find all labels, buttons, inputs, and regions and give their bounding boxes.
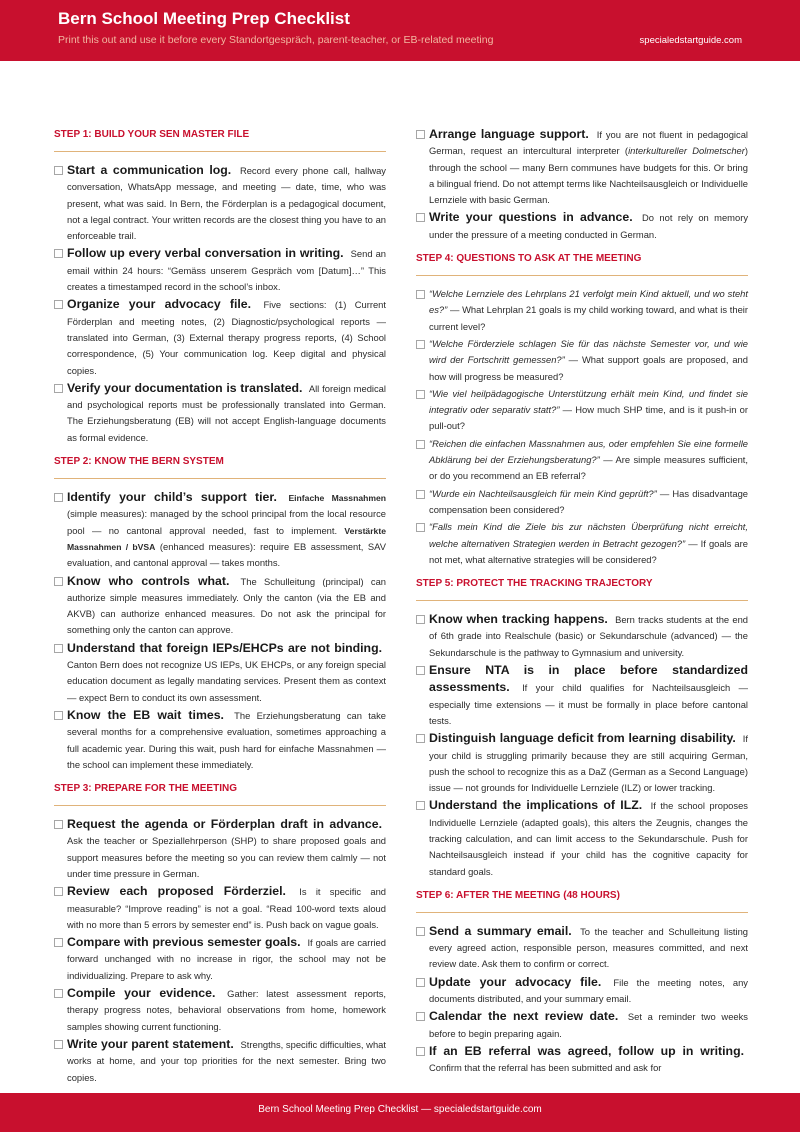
- checkbox[interactable]: [54, 577, 63, 586]
- item-lead: Identify your child’s support tier.: [67, 490, 277, 505]
- checkbox[interactable]: [416, 615, 425, 624]
- step-4-section: [416, 250, 748, 568]
- item-lead: Request the agenda or Förderplan draft in advance.: [67, 817, 382, 832]
- question-english: — If goals are not met, what alternative strategies will be considered?: [429, 537, 748, 565]
- question-item: [416, 386, 748, 435]
- step-1-section: [54, 126, 386, 446]
- checklist-item: [416, 611, 748, 661]
- item-lead: If an EB referral was agreed, follow up in writing.: [429, 1043, 744, 1058]
- item-body: If you are not fluent in pedagogical German, request an intercultural interpreter (: [429, 129, 748, 157]
- checkbox[interactable]: [54, 820, 63, 829]
- question-item: [416, 436, 748, 485]
- checkbox[interactable]: [416, 978, 425, 987]
- item-body: Bern tracks students at the end of 6th grade into Realschule (basic) or Sekundarschule (advanced) — the Sekundarschule is the pathway to Gymnasium and university.: [429, 614, 748, 658]
- checklist-item: [54, 707, 386, 773]
- checklist-item: [54, 934, 386, 984]
- item-body: (enhanced measures): require EB assessment, SAV evaluation, and cantonal approval — takes months.: [67, 540, 386, 569]
- item-body-emphasis: interkultureller Dolmetscher: [628, 145, 745, 157]
- item-lead: Compare with previous semester goals.: [67, 935, 301, 950]
- checkbox[interactable]: [416, 440, 425, 449]
- checkbox[interactable]: [416, 340, 425, 349]
- item-lead: Send a summary email.: [429, 923, 572, 938]
- item-body: Strengths, specific difficulties, what works at home, and your top priorities for the next semester. Bring two copies.: [67, 1038, 386, 1083]
- step-2-section: [54, 453, 386, 773]
- question-german: “Falls mein Kind die Ziele bis zur nächsten Überprüfung nicht erreicht, welche alternativen Strategien werden in Betracht gezogen?”: [429, 521, 748, 549]
- checklist-item: [54, 245, 386, 295]
- item-body: Canton Bern does not recognize US IEPs, UK EHCPs, or any foreign special education document as legally mandating services. Present them as context — expect Bern to conduct its own assessment.: [67, 659, 386, 703]
- checkbox[interactable]: [54, 644, 63, 653]
- checkbox[interactable]: [416, 130, 425, 139]
- item-lead: Know when tracking happens.: [429, 612, 608, 627]
- checkbox[interactable]: [416, 801, 425, 810]
- item-body: File the meeting notes, any documents distributed, and your summary email.: [429, 976, 748, 1005]
- checkbox[interactable]: [416, 1047, 425, 1056]
- checkbox[interactable]: [416, 734, 425, 743]
- page-title: Bern School Meeting Prep Checklist: [58, 9, 350, 28]
- checkbox[interactable]: [54, 384, 63, 393]
- step-title: STEP 1: BUILD YOUR SEN MASTER FILE: [54, 126, 386, 152]
- checkbox[interactable]: [416, 490, 425, 499]
- checkbox[interactable]: [416, 666, 425, 675]
- left-column: [54, 126, 386, 1093]
- item-lead: Write your parent statement.: [67, 1036, 234, 1051]
- checkbox[interactable]: [54, 711, 63, 720]
- item-body: Set a reminder two weeks before to begin preparing again.: [429, 1011, 748, 1039]
- question-german: “Welche Förderziele schlagen Sie für das nächste Semester vor, und wie wird der Fortschritt gemessen?”: [429, 337, 748, 366]
- checklist-item: [416, 974, 748, 1008]
- checklist-item: [416, 1043, 748, 1077]
- item-body: To the teacher and Schulleitung listing every agreed action, responsible person, measures committed, and next review date. Ask them to confirm or correct.: [429, 925, 749, 970]
- page-header: [0, 0, 800, 61]
- item-lead: Know who controls what.: [67, 573, 230, 588]
- item-lead: Verify your documentation is translated.: [67, 380, 303, 395]
- item-lead: Update your advocacy file.: [429, 974, 602, 989]
- question-german: “Wie viel heilpädagogische Unterstützung erhält mein Kind, und findet sie integrativ oder separativ statt?”: [429, 387, 748, 416]
- item-lead: Review each proposed Förderziel.: [67, 884, 286, 899]
- checklist-item: [54, 162, 386, 244]
- item-body: Do not rely on memory under the pressure of a meeting conducted in German.: [429, 212, 749, 240]
- question-english: — Has disadvantage compensation been considered?: [429, 487, 748, 515]
- step-title: STEP 2: KNOW THE BERN SYSTEM: [54, 453, 386, 479]
- step-3-section: [54, 780, 386, 1086]
- checklist-item: [54, 296, 386, 378]
- item-body: If goals are carried forward unchanged with no increase in rigor, the school may not be individualizing. Prepare to ask why.: [67, 937, 386, 981]
- checklist-item: [54, 489, 386, 571]
- step-5-section: [416, 575, 748, 880]
- item-lead: Write your questions in advance.: [429, 210, 633, 225]
- checkbox[interactable]: [54, 938, 63, 947]
- item-body: (simple measures): managed by the school principal from the local resource pool — no cantonal approval needed, fast to implement.: [67, 508, 386, 536]
- question-item: [416, 286, 748, 335]
- item-body: All foreign medical and psychological reports must be professionally translated into German. The Erziehungsberatung (EB) will not accept English-language documents as formal evidence.: [67, 382, 386, 443]
- checklist-item: [54, 816, 386, 882]
- question-german: “Wurde ein Nachteilsausgleich für mein Kind geprüft?”: [429, 487, 657, 499]
- question-english: — Are simple measures sufficient, or do you recommend an EB referral?: [429, 454, 748, 482]
- item-body: Five sections: (1) Current Förderplan and meeting notes, (2) Diagnostic/psychological reports — translated into German, (3) External therapy progress reports, (4) School correspondence, (5) Your communication log. Keep digital and physical copies.: [67, 299, 386, 376]
- item-lead: Understand the implications of ILZ.: [429, 798, 643, 813]
- step-title: STEP 6: AFTER THE MEETING (48 HOURS): [416, 887, 748, 913]
- term-simple-measures: Einfache Massnahmen: [288, 493, 387, 504]
- item-body: Confirm that the referral has been submitted and ask for: [429, 1062, 662, 1074]
- item-body: Ask the teacher or Speziallehrperson (SHP) to share proposed goals and support measures before the meeting so you can review them calmly — not under time pressure in German.: [67, 835, 386, 879]
- term-enhanced-measures: Verstärkte Massnahmen / bVSA: [67, 525, 386, 552]
- step-title: STEP 4: QUESTIONS TO ASK AT THE MEETING: [416, 250, 748, 276]
- checkbox[interactable]: [416, 290, 425, 299]
- checklist-item: [54, 985, 386, 1035]
- site-link[interactable]: specialedstartguide.com: [639, 35, 742, 46]
- checkbox[interactable]: [54, 989, 63, 998]
- footer-text: Bern School Meeting Prep Checklist — specialedstartguide.com: [258, 1104, 542, 1115]
- item-body: Record every phone call, hallway conversation, WhatsApp message, and meeting — date, time, who was present, what was said. In Bern, the Förderplan is a pedagogical document, not a legal contract. Your written records are the closest thing you have to an enforceable trail.: [67, 165, 386, 242]
- question-german: “Welche Lernziele des Lehrplans 21 verfolgt mein Kind aktuell, und wo steht es?”: [429, 288, 748, 316]
- item-body: If the school proposes Individuelle Lernziele (adapted goals), this alters the Zeugnis, changes the tracking calculation, and can limit access to the Sekundarschule. Push for Nachteilsausgleich instead if your child has the cognitive capacity for standard goals.: [429, 800, 748, 877]
- checklist-item: [54, 883, 386, 933]
- question-item: [416, 486, 748, 519]
- question-german: “Reichen die einfachen Massnahmen aus, oder empfehlen Sie eine formelle Abklärung bei der Erziehungsberatung?”: [429, 437, 748, 466]
- checkbox[interactable]: [416, 927, 425, 936]
- checklist-item: [416, 797, 748, 879]
- checklist-item: [416, 923, 748, 973]
- checkbox[interactable]: [54, 300, 63, 309]
- item-lead: Understand that foreign IEPs/EHCPs are not binding.: [67, 640, 382, 655]
- step-6-section: [416, 887, 748, 1077]
- checklist-item: [54, 573, 386, 639]
- item-body: Gather: latest assessment reports, therapy progress notes, behavioral observations from home, homework samples showing current functioning.: [67, 988, 386, 1032]
- item-lead: Start a communication log.: [67, 163, 232, 177]
- item-lead: Know the EB wait times.: [67, 707, 224, 722]
- item-body: If your child is struggling primarily because they are still acquiring German, push the school to recognize this as a DaZ (German as a Second Language) issue — not grounds for Individuelle Lernziele (ILZ) or lower tracking.: [429, 733, 748, 794]
- checklist-item: [416, 1008, 748, 1042]
- step-title: STEP 5: PROTECT THE TRACKING TRAJECTORY: [416, 575, 748, 601]
- item-body: ) through the school — many Bern communes have budgets for this. Or bring a bilingual friend. Do not attempt terms like Nachteilsausgleich or Individuelle Lernziele with basic German.: [429, 145, 749, 206]
- item-body: Send an email within 24 hours: “Gemäss unserem Gespräch vom [Datum]…” This creates a timestamped record in the school’s inbox.: [67, 248, 386, 293]
- item-body: Is it specific and measurable? “Improve reading” is not a goal. “Read 100-word texts aloud with no more than 5 errors by semester end” is. Push back on vague goals.: [67, 886, 386, 930]
- question-english: — How much SHP time, and is it push-in or pull-out?: [429, 404, 748, 432]
- checklist-item: [416, 126, 748, 208]
- item-lead: Follow up every verbal conversation in writing.: [67, 246, 344, 261]
- question-item: [416, 336, 748, 385]
- checkbox[interactable]: [54, 887, 63, 896]
- checkbox[interactable]: [416, 1012, 425, 1021]
- item-lead: Ensure NTA is in place before standardized assessments.: [429, 663, 748, 695]
- item-body: The Erziehungsberatung can take several months for a comprehensive evaluation, sometimes approaching a full academic year. During this wait, push hard for einfache Massnahmen — the school can implement these immediately.: [67, 709, 387, 770]
- right-column: [416, 126, 748, 1084]
- page-footer: [0, 1093, 800, 1132]
- question-english: — What Lehrplan 21 goals is my child working toward, and what is their current level?: [429, 304, 749, 332]
- checklist-item: [416, 662, 748, 729]
- step-title: STEP 3: PREPARE FOR THE MEETING: [54, 780, 386, 806]
- item-body: If your child qualifies for Nachteilsausgleich — especially time extensions — it must be formally in place before cantonal tests.: [429, 682, 748, 726]
- checklist-item: [54, 380, 386, 446]
- page-subtitle: Print this out and use it before every Standortgespräch, parent-teacher, or EB-related meeting: [58, 34, 494, 46]
- question-english: — What support goals are proposed, and how will progress be measured?: [429, 354, 748, 382]
- checklist-item: [54, 1036, 386, 1086]
- item-lead: Compile your evidence.: [67, 986, 216, 1001]
- checklist-item: [54, 640, 386, 706]
- checkbox[interactable]: [54, 493, 63, 502]
- item-lead: Calendar the next review date.: [429, 1009, 619, 1024]
- checkbox[interactable]: [416, 213, 425, 222]
- checkbox[interactable]: [416, 523, 425, 532]
- item-body: The Schulleitung (principal) can authorize simple measures immediately. Only the canton (via the EB and AKVB) can authorize enhanced measures. Do not ask the principal for something only the canton can approve.: [67, 575, 387, 636]
- item-lead: Organize your advocacy file.: [67, 297, 252, 312]
- checkbox[interactable]: [54, 249, 63, 258]
- checklist-item: [416, 730, 748, 796]
- checklist-item: [416, 209, 748, 243]
- checkbox[interactable]: [54, 166, 63, 175]
- checkbox[interactable]: [54, 1040, 63, 1049]
- question-item: [416, 519, 748, 568]
- checkbox[interactable]: [416, 390, 425, 399]
- step-3-continued: [416, 126, 748, 243]
- item-lead: Arrange language support.: [429, 127, 589, 141]
- item-lead: Distinguish language deficit from learning disability.: [429, 731, 736, 746]
